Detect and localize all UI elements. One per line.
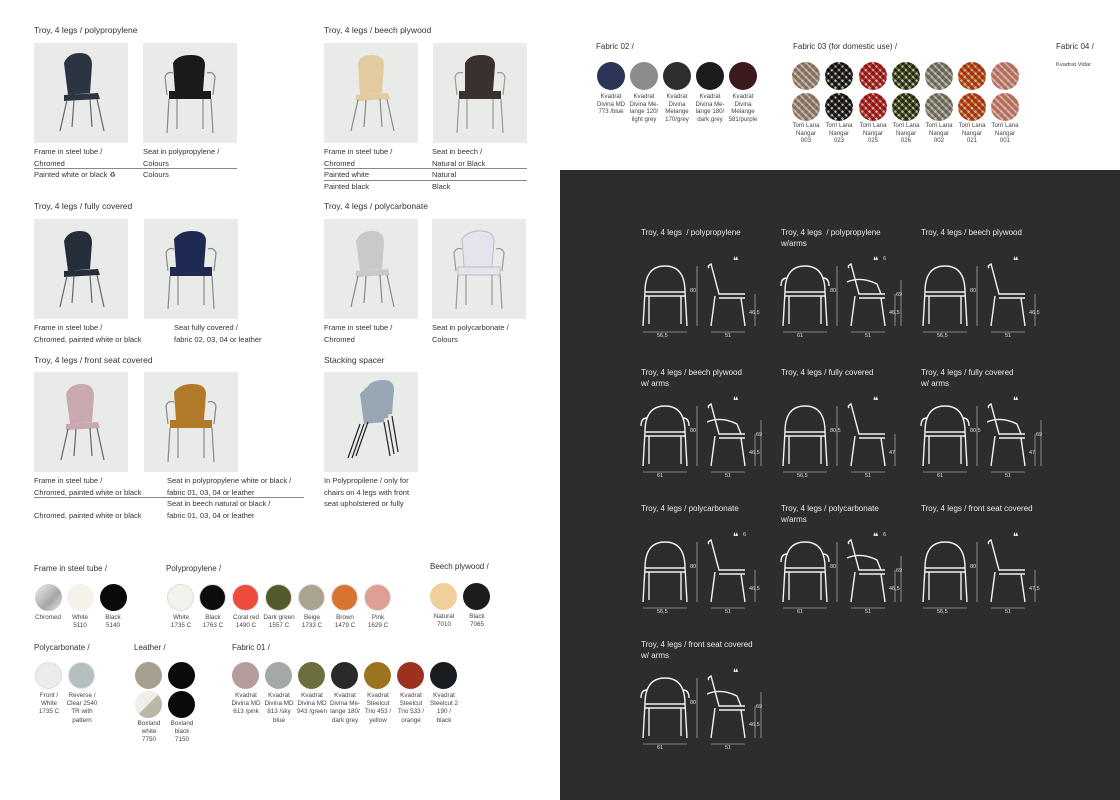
chair-drawing [917,532,1047,619]
swatch-fabric03-3-0 [892,62,920,90]
dim-width: 61 [797,609,804,615]
chair-photo [144,372,238,472]
caption-frame: Frame in steel tube / Chromed, painted white or black Chromed, painted white or black [34,475,304,521]
caption-frame: Frame in steel tube / Chromed Painted white or black ♻ [34,146,236,181]
swatch-group-title: Leather / [134,643,166,652]
caption-seat: Seat in polypropylene white or black / fabric 01, 03, 04 or leather Seat in beech natural or black / fabric 01, 03, 04 or leather [167,476,292,520]
section-title: Troy, 4 legs / polycarbonate [324,201,428,211]
swatch-label: Kvadrat Steelcut Trio 533 / orange [397,692,425,724]
swatch-leather-group-1 [168,662,195,689]
swatch-group-title: Polycarbonate / [34,643,90,652]
dim-depth: 51 [1005,473,1012,479]
swatch-beech-group-0 [430,583,457,610]
dim-width: 61 [937,473,944,479]
section-title: Troy, 4 legs / front seat covered [34,355,153,365]
swatch-leather-group-0 [135,662,162,689]
dim-seat-height: 47 [1029,450,1036,456]
swatch-label: Black 7065 [469,613,485,629]
dim-seat-height: 46,5 [749,450,760,456]
swatch-fabric03-5-0 [958,62,986,90]
swatch-fabric03-3-1 [892,93,920,121]
swatch-fabric03-6-1 [991,93,1019,121]
caption-frame: Frame in steel tube / Chromed [324,323,393,344]
chair-drawing [777,256,907,343]
dim-seat-height: 46,5 [889,310,900,316]
chair-drawing [777,396,907,483]
dim-depth: 51 [725,609,732,615]
stacking-icon: ❝ [733,668,739,679]
dim-height: 80 [690,700,697,706]
dim-seat-height: 46,5 [1029,310,1040,316]
swatch-label: Kvadrat Divina Me- lange 180/ dark grey [695,93,725,123]
swatch-leather-black [168,691,195,718]
dim-depth: 51 [865,473,872,479]
swatch-label: Torri Lana Nangar 026 [892,122,920,145]
swatch-label: Kvadrat Divina MD 613 /pink [231,692,261,716]
caption-seat: Seat fully covered / fabric 02, 03, 04 or leather [174,323,262,344]
swatch-f02-group-2 [663,62,691,90]
stacking-icon: ❝ [733,256,739,267]
swatch-f01-group-2 [298,662,325,689]
swatch-label: Pink 1629 C [367,614,389,630]
swatch-fabric03-0-1 [792,93,820,121]
dim-width: 61 [797,333,804,339]
dim-depth: 51 [725,745,732,751]
drawing-title: Troy, 4 legs / beech plywood w/ arms [641,368,742,388]
chair-photo [324,43,418,143]
dim-width: 56,5 [797,473,808,479]
swatch-pc-group-0 [35,662,62,689]
swatch-group-title: Beech plywood / [430,562,489,571]
drawing-title: Troy, 4 legs / polypropylene [641,228,741,237]
swatch-label: Torri Lana Nangar 021 [958,122,986,145]
drawing-title: Troy, 4 legs / polypropylene w/arms [781,228,881,248]
dim-arm-height: 69 [756,704,763,710]
swatch-pp-group-3 [265,584,292,611]
swatch-label: Kvadrat Divina MD 943 /green [296,692,328,716]
chair-drawing [637,256,767,343]
section-title: Troy, 4 legs / fully covered [34,201,133,211]
caption-seat: Seat in beech / Natural or Black Natural Black [432,147,486,191]
swatch-group-title: Fabric 01 / [232,643,270,652]
chair-drawing [637,532,767,619]
swatch-fabric03-5-1 [958,93,986,121]
stacking-icon: ❝ [873,396,879,407]
drawing-title: Troy, 4 legs / front seat covered [921,504,1033,513]
swatch-label: Torri Lana Nangar 025 [859,122,887,145]
swatch-fabric03-0-0 [792,62,820,90]
swatch-pp-group-2 [232,584,259,611]
swatch-label: Dark green 1557 C [263,614,295,630]
stack-count-badge: 6 [883,256,887,262]
dim-width: 56,5 [657,333,668,339]
dim-width: 56,5 [937,333,948,339]
swatch-f01-group-1 [265,662,292,689]
swatch-label: White 1735 C [170,614,192,630]
swatch-label: Kvadrat Divina Melange 581/purple [728,93,758,123]
dim-arm-height: 69 [896,292,903,298]
swatch-label: Beige 1733 C [301,614,323,630]
swatch-label: Coral red 1490 C [233,614,259,630]
stacking-icon: ❝ [733,396,739,407]
chair-photo [144,219,238,319]
swatch-leather-white [135,691,162,718]
swatch-fabric03-6-0 [991,62,1019,90]
dim-seat-height: 46,5 [749,586,760,592]
swatch-label: Chromed [35,614,61,621]
swatch-pp-group-5 [331,584,358,611]
swatch-pp-group-4 [298,584,325,611]
dim-depth: 51 [725,473,732,479]
swatch-label: Kvadrat Steelcut Trio 453 / yellow [364,692,392,724]
section-title: Stacking spacer [324,355,385,365]
chair-drawing [917,256,1047,343]
dim-width: 61 [657,473,664,479]
chair-photo [324,219,418,319]
chair-photo [143,43,237,143]
drawing-title: Troy, 4 legs / polycarbonate [641,504,739,513]
swatch-fabric03-1-1 [825,93,853,121]
stacking-icon: ❝ [733,532,739,543]
chair-photo [432,219,526,319]
swatch-white [67,584,94,611]
chair-drawing [917,396,1047,483]
swatch-label: Black 1763 C [202,614,224,630]
caption-spacer: In Polypropilene / only for chairs on 4 legs with front seat upholstered or fully [324,476,410,508]
swatch-label: Torri Lana Nangar 002 [925,122,953,145]
swatch-chromed [35,584,62,611]
stacking-icon: ❝ [1013,396,1019,407]
swatch-label: White 5110 [71,614,89,630]
swatch-beech-group-1 [463,583,490,610]
dim-width: 56,5 [657,609,668,615]
swatch-pp-group-0 [167,584,194,611]
dim-height: 80 [830,288,837,294]
caption-frame: Frame in steel tube / Chromed Painted white Painted black [324,146,527,192]
dim-height: 80 [690,288,697,294]
dim-arm-height: 69 [756,432,763,438]
swatch-label: Kvadrat Divina Me- lange 120/ light grey [629,93,659,123]
dim-seat-height: 46,5 [749,722,760,728]
stack-count-badge: 6 [883,532,887,538]
swatch-label: Reverse / Clear 2540 TR with pattern [66,692,98,724]
caption-seat: Seat in polycarbonate / Colours [432,323,509,344]
caption-frame: Frame in steel tube / Chromed, painted white or black [34,323,142,344]
drawing-title: Troy, 4 legs / fully covered w/ arms [921,368,1014,388]
swatch-f01-group-4 [364,662,391,689]
swatch-label: Black 5140 [105,614,121,630]
swatch-label: Boxland white 7750 [137,720,161,744]
chair-drawing [777,532,907,619]
swatch-f02-group-0 [597,62,625,90]
swatch-f02-group-4 [729,62,757,90]
swatch-label: Torri Lana Nangar 001 [991,122,1019,145]
dim-height: 80,5 [830,428,841,434]
swatch-fabric03-4-0 [925,62,953,90]
stacking-icon: ❝ [1013,256,1019,267]
chair-photo [34,43,128,143]
swatch-f02-group-1 [630,62,658,90]
swatch-fabric03-1-0 [825,62,853,90]
dim-height: 80 [690,564,697,570]
dim-height: 80 [690,428,697,434]
dim-seat-height: 46,5 [889,586,900,592]
stacking-icon: ❝ [873,256,879,267]
swatch-pp-group-6 [364,584,391,611]
dim-arm-height: 69 [896,568,903,574]
dim-width: 61 [657,745,664,751]
swatch-label: Torri Lana Nangar 003 [792,122,820,145]
dim-width: 56,5 [937,609,948,615]
dim-arm-height: 69 [1036,432,1043,438]
dim-seat-height: 47 [889,450,896,456]
drawing-title: Troy, 4 legs / polycarbonate w/arms [781,504,879,524]
swatch-fabric03-2-1 [859,93,887,121]
dim-depth: 51 [1005,333,1012,339]
dim-height: 80 [970,564,977,570]
section-title: Troy, 4 legs / beech plywood [324,25,432,35]
dim-seat-height: 47,5 [1029,586,1040,592]
swatch-group-title: Fabric 04 / [1056,42,1094,51]
swatch-label: Kvadrat Divina MD 813 /sky blue [264,692,294,724]
swatch-group-title: Fabric 02 / [596,42,634,51]
recycle-icon: ♻ [109,172,116,179]
dim-depth: 51 [1005,609,1012,615]
swatch-f01-group-5 [397,662,424,689]
chair-photo [34,372,128,472]
swatch-label: Front / White 1735 C [38,692,60,716]
drawing-title: Troy, 4 legs / fully covered [781,368,874,377]
stack-count-badge: 6 [743,532,747,538]
swatch-f02-group-3 [696,62,724,90]
dim-depth: 51 [865,609,872,615]
section-title: Troy, 4 legs / polypropylene [34,25,138,35]
chair-photo [433,43,527,143]
chair-photo [34,219,128,319]
swatch-label: Kvadrat Divina MD 773 /blue [596,93,626,116]
dim-depth: 51 [725,333,732,339]
drawing-title: Troy, 4 legs / front seat covered w/ arms [641,640,753,660]
swatch-f01-group-6 [430,662,457,689]
chair-photo [324,372,418,472]
chair-drawing [637,668,767,755]
swatch-black [100,584,127,611]
swatch-group-title: Fabric 03 (for domestic use) / [793,42,898,51]
chair-drawing [637,396,767,483]
dim-height: 80 [970,288,977,294]
swatch-fabric03-4-1 [925,93,953,121]
swatch-label: Kvadrat Divina Me- lange 180/ dark grey [329,692,361,724]
swatch-label: Kvadrat Steelcut 2 190 / black [429,692,458,724]
swatch-label: Boxland black 7150 [170,720,194,744]
swatch-pp-group-1 [199,584,226,611]
swatch-fabric03-2-0 [859,62,887,90]
fabric04-note: Kvadrat Vidar [1056,62,1092,68]
swatch-group-title: Polypropylene / [166,564,222,573]
swatch-label: Natural 7010 [433,613,455,629]
swatch-label: Brown 1479 C [334,614,356,630]
drawing-title: Troy, 4 legs / beech plywood [921,228,1022,237]
swatch-f01-group-3 [331,662,358,689]
swatch-label: Torri Lana Nangar 023 [825,122,853,145]
stacking-icon: ❝ [1013,532,1019,543]
dim-height: 80,5 [970,428,981,434]
caption-seat: Seat in polypropylene / Colours Colours [143,146,237,181]
swatch-f01-group-0 [232,662,259,689]
dim-height: 80 [830,564,837,570]
stacking-icon: ❝ [873,532,879,543]
swatch-pc-group-1 [68,662,95,689]
swatch-label: Kvadrat Divina Melange 170/grey [665,93,689,123]
dim-seat-height: 46,5 [749,310,760,316]
swatch-group-title: Frame in steel tube / [34,564,107,573]
technical-drawings-panel [560,170,1120,800]
dim-depth: 51 [865,333,872,339]
